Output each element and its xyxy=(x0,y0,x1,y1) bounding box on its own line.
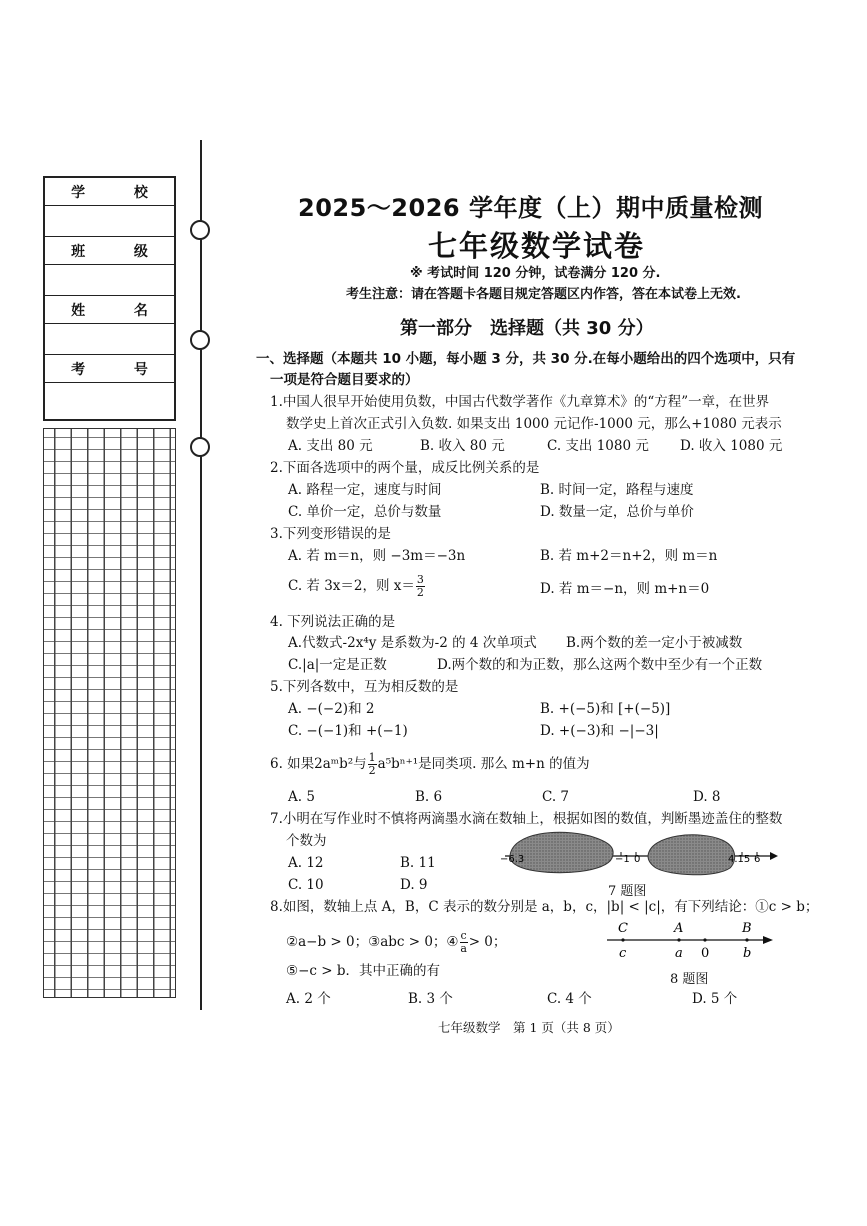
q3-option-c-text: C. 若 3x＝2，则 x＝ xyxy=(288,578,415,594)
part-title: 第一部分 选择题（共 30 分） xyxy=(400,318,654,339)
q1-option-b[interactable]: B. 收入 80 元 xyxy=(420,438,505,454)
q6-fraction-den: 2 xyxy=(368,764,376,777)
q8-figure-caption: 8 题图 xyxy=(670,972,709,987)
q8-line2-pre: ②a−b > 0；③abc > 0；④ xyxy=(286,934,459,950)
q1-stem-line1: 1.中国人很早开始使用负数，中国古代数学著作《九章算术》的“方程”一章，在世界 xyxy=(270,394,770,410)
exam-subtitle: 七年级数学试卷 xyxy=(428,229,646,263)
exam-number-field[interactable] xyxy=(45,383,174,419)
q3-fraction-den: 2 xyxy=(416,586,424,599)
q7-label-6: 6 xyxy=(754,854,761,865)
q8-stem-line2 xyxy=(286,930,506,955)
q1-stem-line2: 数学史上首次正式引入负数. 如果支出 1000 元记作-1000 元，那么+1080 元表示 xyxy=(286,416,782,432)
q8-option-a[interactable]: A. 2 个 xyxy=(286,991,331,1007)
q6-fraction xyxy=(368,752,377,777)
q8-point-c xyxy=(621,938,624,941)
class-field[interactable] xyxy=(45,265,174,296)
q4-option-c[interactable]: C.|a|一定是正数 xyxy=(288,657,387,673)
q4-option-d[interactable]: D.两个数的和为正数，那么这两个数中至少有一个正数 xyxy=(437,657,763,673)
exam-time-note: ※ 考试时间 120 分钟，试卷满分 120 分. xyxy=(410,266,661,281)
q3-option-d[interactable]: D. 若 m＝−n，则 m+n＝0 xyxy=(540,581,710,597)
q7-ink-blot-left xyxy=(510,832,613,872)
q7-label-minus1: −1 xyxy=(615,854,630,865)
class-label: 班 级 xyxy=(45,237,174,265)
q8-letter-A: A xyxy=(674,921,684,936)
q6-stem-pre: 6. 如果2aᵐb²与 xyxy=(270,756,367,772)
q5-option-d[interactable]: D. +(−3)和 −|−3| xyxy=(540,723,659,739)
q5-stem: 5.下列各数中，互为相反数的是 xyxy=(270,679,459,695)
binding-hole xyxy=(190,437,210,457)
q6-fraction-num: 1 xyxy=(368,751,376,764)
q2-stem: 2.下面各选项中的两个量，成反比例关系的是 xyxy=(270,460,540,476)
q8-stem-line3: ⑤−c > b．其中正确的有 xyxy=(286,963,441,979)
q8-option-d[interactable]: D. 5 个 xyxy=(692,991,738,1007)
q8-letter-B: B xyxy=(742,921,752,936)
q7-option-a[interactable]: A. 12 xyxy=(288,855,324,871)
school-label: 学 校 xyxy=(45,178,174,206)
q8-fraction-num: c xyxy=(460,929,467,942)
student-info-table xyxy=(43,176,176,421)
binding-hole xyxy=(190,330,210,350)
q6-option-d[interactable]: D. 8 xyxy=(693,789,721,805)
q7-stem-line2: 个数为 xyxy=(286,833,327,849)
q7-option-d[interactable]: D. 9 xyxy=(400,877,428,893)
q8-letter-C: C xyxy=(618,921,628,936)
q2-option-c[interactable]: C. 单价一定，总价与数量 xyxy=(288,504,442,520)
q3-option-a[interactable]: A. 若 m＝n，则 −3m＝−3n xyxy=(288,548,466,564)
q8-value-b: b xyxy=(743,946,752,961)
q1-option-d[interactable]: D. 收入 1080 元 xyxy=(680,438,783,454)
q8-stem-line1: 8.如图，数轴上点 A，B，C 表示的数分别是 a，b，c，|b| < |c|，有下列结论：①c > b； xyxy=(270,899,819,915)
q8-value-a: a xyxy=(675,946,683,961)
q5-option-b[interactable]: B. +(−5)和 [+(−5)] xyxy=(540,701,671,717)
q3-option-c[interactable] xyxy=(288,574,426,599)
q3-fraction-num: 3 xyxy=(416,573,424,586)
q7-ink-blot-right xyxy=(648,835,735,875)
q8-axis-arrow xyxy=(763,936,773,944)
q6-option-b[interactable]: B. 6 xyxy=(415,789,443,805)
q6-option-c[interactable]: C. 7 xyxy=(542,789,570,805)
q8-value-c: c xyxy=(619,946,627,961)
q8-point-a xyxy=(677,938,680,941)
q5-option-a[interactable]: A. −(−2)和 2 xyxy=(288,701,375,717)
exam-title: 2025～2026 学年度（上）期中质量检测 xyxy=(298,194,763,222)
q8-point-0 xyxy=(703,938,706,941)
q8-fraction-den: a xyxy=(460,942,467,955)
q8-value-0: 0 xyxy=(701,946,710,961)
q6-option-a[interactable]: A. 5 xyxy=(288,789,315,805)
q6-stem-post: a⁵bⁿ⁺¹是同类项. 那么 m+n 的值为 xyxy=(377,756,590,772)
q8-number-line-figure xyxy=(605,915,775,963)
section-instructions-line2: 一项是符合题目要求的） xyxy=(270,372,419,388)
q3-option-b[interactable]: B. 若 m+2＝n+2，则 m＝n xyxy=(540,548,718,564)
q8-option-b[interactable]: B. 3 个 xyxy=(408,991,453,1007)
q6-stem xyxy=(270,752,590,777)
q4-option-a[interactable]: A.代数式-2x⁴y 是系数为-2 的 4 次单项式 xyxy=(288,635,537,651)
q7-label-415: 4.15 xyxy=(728,854,751,865)
school-field[interactable] xyxy=(45,206,174,237)
binding-line xyxy=(200,140,202,1010)
q1-option-a[interactable]: A. 支出 80 元 xyxy=(288,438,373,454)
q4-option-b[interactable]: B.两个数的差一定小于被减数 xyxy=(566,635,743,651)
exam-number-grid[interactable] xyxy=(43,428,176,998)
q7-axis-arrow xyxy=(770,852,778,860)
q2-option-b[interactable]: B. 时间一定，路程与速度 xyxy=(540,482,694,498)
q8-fraction xyxy=(460,930,468,955)
q7-option-c[interactable]: C. 10 xyxy=(288,877,324,893)
q2-option-d[interactable]: D. 数量一定，总价与单价 xyxy=(540,504,694,520)
name-field[interactable] xyxy=(45,324,174,355)
q3-stem: 3.下列变形错误的是 xyxy=(270,526,391,542)
exam-notice: 考生注意：请在答题卡各题目规定答题区内作答，答在本试卷上无效. xyxy=(346,287,741,302)
q7-option-b[interactable]: B. 11 xyxy=(400,855,436,871)
q3-fraction xyxy=(416,574,425,599)
q7-stem-line1: 7.小明在写作业时不慎将两滴墨水滴在数轴上，根据如图的数值，判断墨迹盖住的整数 xyxy=(270,811,783,827)
page-footer: 七年级数学 第 1 页（共 8 页） xyxy=(438,1020,620,1035)
q7-label-left: −6.3 xyxy=(500,854,525,865)
section-instructions-line1: 一、选择题（本题共 10 小题，每小题 3 分，共 30 分.在每小题给出的四个选项中，只有 xyxy=(256,351,796,367)
q8-point-b xyxy=(745,938,748,941)
name-label: 姓 名 xyxy=(45,296,174,324)
q4-stem: 4. 下列说法正确的是 xyxy=(270,614,396,630)
q8-option-c[interactable]: C. 4 个 xyxy=(547,991,592,1007)
q7-figure-caption: 7 题图 xyxy=(608,884,647,899)
q5-option-c[interactable]: C. −(−1)和 +(−1) xyxy=(288,723,408,739)
exam-number-label: 考 号 xyxy=(45,355,174,383)
binding-hole xyxy=(190,220,210,240)
q8-line2-post: > 0； xyxy=(468,934,507,950)
q2-option-a[interactable]: A. 路程一定，速度与时间 xyxy=(288,482,442,498)
q7-label-0: 0 xyxy=(634,854,641,865)
q1-option-c[interactable]: C. 支出 1080 元 xyxy=(547,438,649,454)
q7-number-line-figure xyxy=(500,826,780,878)
